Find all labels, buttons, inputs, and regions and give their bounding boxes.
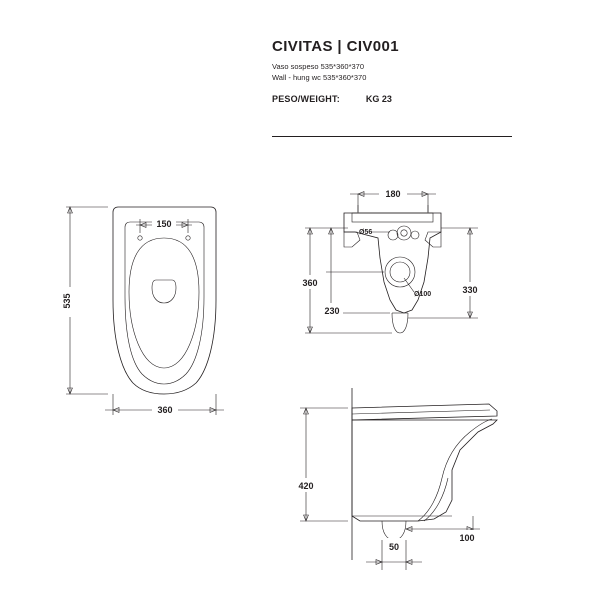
dim-360-label: 360 bbox=[157, 405, 173, 415]
subtitle-italian: Vaso sospeso 535*360*370 bbox=[272, 62, 365, 71]
top-view-group bbox=[60, 207, 224, 417]
weight-value: KG 23 bbox=[365, 93, 392, 104]
dim-150-label: 150 bbox=[156, 219, 172, 229]
side-view-group bbox=[296, 388, 497, 570]
dim-330-label: 330 bbox=[462, 285, 478, 295]
dim-dia100-label: Ø100 bbox=[414, 291, 432, 298]
dim-180-label: 180 bbox=[385, 189, 401, 199]
dim-100-label: 100 bbox=[459, 533, 475, 543]
weight-label: PESO/WEIGHT: bbox=[272, 93, 340, 104]
dim-420-label: 420 bbox=[298, 481, 314, 491]
dim-230-label: 230 bbox=[324, 306, 340, 316]
dim-50-label: 50 bbox=[388, 542, 400, 552]
dim-535-label: 535 bbox=[62, 293, 72, 309]
dim-dia56-label: Ø56 bbox=[359, 229, 373, 236]
subtitle-english: Wall - hung wc 535*360*370 bbox=[272, 72, 367, 82]
dim-360-back-label: 360 bbox=[302, 278, 318, 288]
back-view-group bbox=[300, 186, 482, 333]
page-title: CIVITAS | CIV001 bbox=[272, 38, 400, 55]
